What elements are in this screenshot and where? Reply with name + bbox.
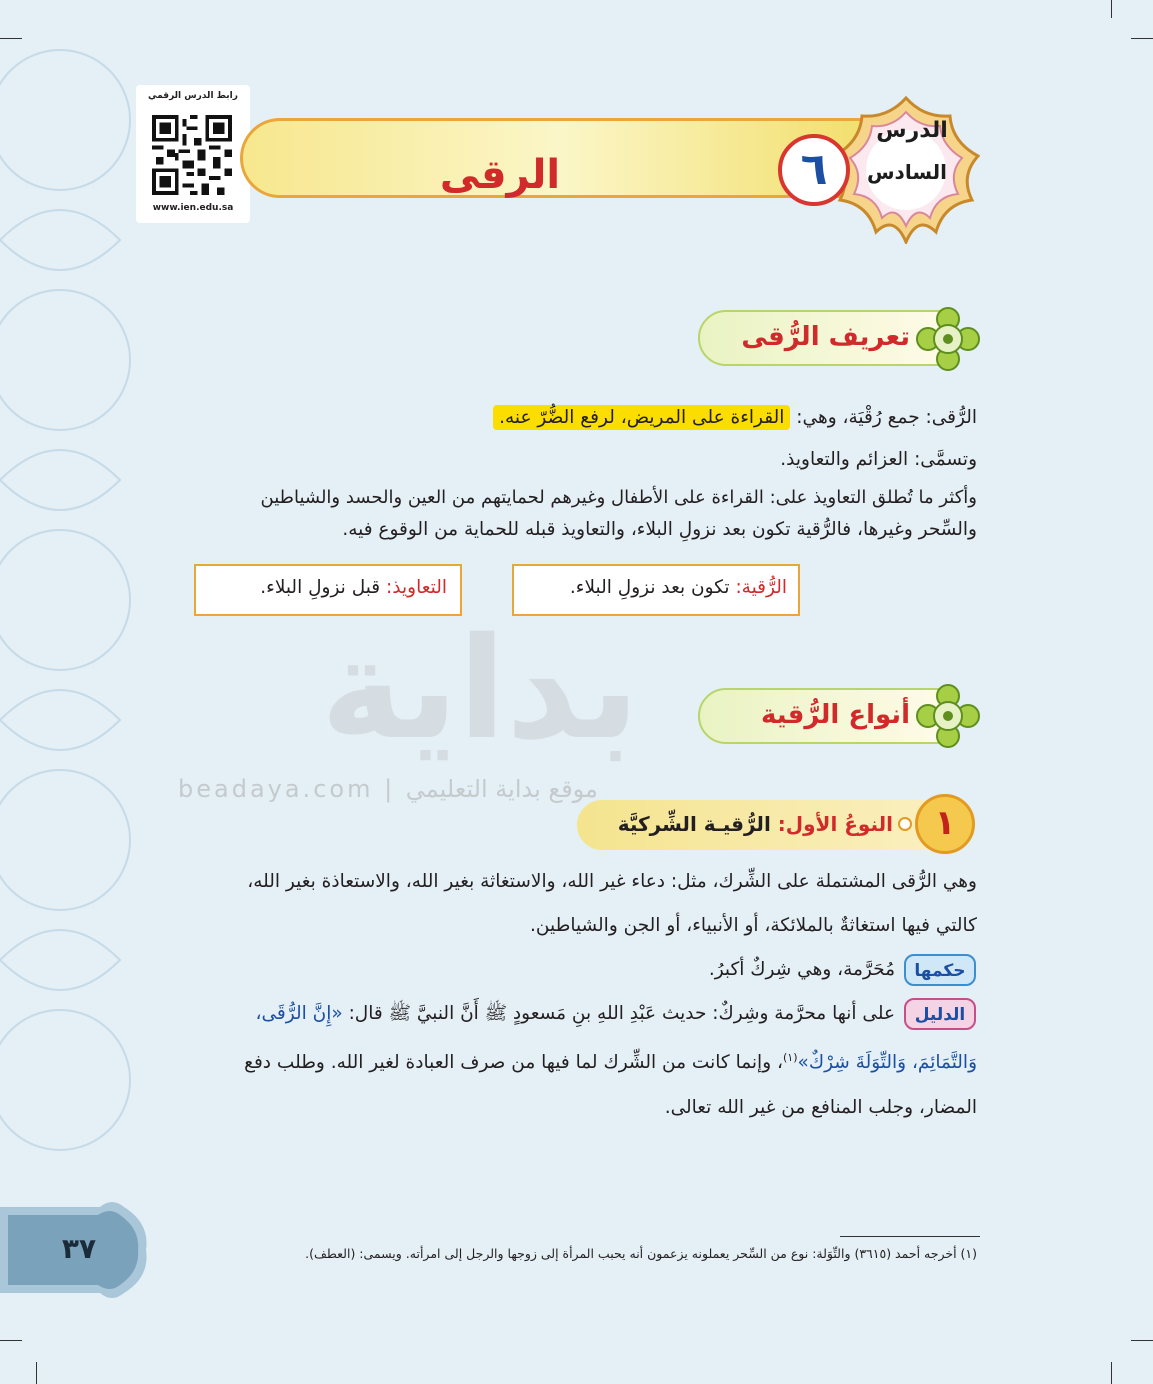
taweez-timing-value: قبل نزولِ البلاء. <box>260 577 381 598</box>
footnote: (١) أخرجه أحمد (٣٦١٥) والتِّوَلة: نوع من السِّحر يعملونه يزعمون أنه يحبب المرأة إلى زوجها والرجل إلى امرأته. ويسمى: (العطف). <box>305 1246 977 1261</box>
type-1-label: النوعُ الأول: <box>777 812 893 836</box>
type-1-heading <box>618 812 893 836</box>
crop-mark <box>1111 0 1112 18</box>
crop-mark <box>0 1340 22 1341</box>
qr-caption: رابط الدرس الرقمي <box>148 91 238 101</box>
taweez-timing-label: التعاويذ: <box>386 577 447 598</box>
evidence-line-1-text: على أنها محرَّمة وشِركٌ: حديث عَبْدِ اللهِ بنِ مَسعودٍ ﷺ أَنَّ النبيَّ ﷺ قال: <box>348 1003 895 1024</box>
type-1-title: الرُّقيـة الشِّركيَّة <box>617 812 771 836</box>
ruqya-timing-label: الرُّقية: <box>735 577 787 598</box>
ruqya-timing-value: تكون بعد نزولِ البلاء. <box>569 577 730 598</box>
flower-icon <box>916 684 980 748</box>
definition-line-1-prefix: الرُّقى: جمع رُقْيَة، وهي: <box>796 407 977 428</box>
flower-icon <box>916 307 980 371</box>
definition-line-4: والسِّحر وغيرها، فالرُّقية تكون بعد نزولِ البلاء، والتعاويذ قبله للحماية من الوقوع فيه. <box>342 519 977 540</box>
crop-mark <box>1111 1362 1112 1384</box>
qr-code-card[interactable] <box>136 85 250 223</box>
type-1-dot <box>898 817 912 831</box>
evidence-line-2-quote: وَالتَّمَائِمَ، وَالتِّوَلَةَ شِرْكٌ» <box>797 1052 977 1074</box>
crop-mark <box>1131 1340 1153 1341</box>
evidence-line-2-text: ، وإنما كانت من الشِّرك لما فيها من صرف العبادة لغير الله. وطلب دفع <box>244 1052 783 1074</box>
watermark-text: beadaya.com | موقع بداية التعليمي <box>178 775 598 803</box>
section-title-types: أنواع الرُّقية <box>761 700 910 730</box>
definition-line-1 <box>493 406 977 430</box>
section-title-definition: تعريف الرُّقى <box>741 322 910 352</box>
type-1-para-line-2: كالتي فيها استغاثةٌ بالملائكة، أو الأنبياء، أو الجن والشياطين. <box>530 915 977 936</box>
ruling-badge <box>904 954 976 986</box>
lesson-ordinal: السادس <box>866 160 948 184</box>
footnote-ref[interactable]: (١) <box>782 1051 798 1064</box>
evidence-line-2 <box>244 1046 977 1075</box>
type-1-number: ١ <box>915 794 975 854</box>
taweez-timing-text <box>260 577 447 598</box>
evidence-line-1-quote: «إِنَّ الرُّقَى، <box>255 1003 343 1024</box>
crop-mark <box>1131 38 1153 39</box>
lesson-number: ٦ <box>778 134 850 206</box>
qr-code-icon <box>152 115 232 195</box>
ruqya-timing-text <box>570 577 787 598</box>
watermark-logo: بداية <box>320 608 640 771</box>
ruling-text: مُحَرَّمة، وهي شِركٌ أكبرُ. <box>708 959 895 980</box>
crop-mark <box>0 38 22 39</box>
evidence-line-1 <box>256 1002 895 1026</box>
qr-url[interactable]: www.ien.edu.sa <box>152 203 234 213</box>
evidence-line-3: المضار، وجلب المنافع من غير الله تعالى. <box>664 1097 977 1118</box>
type-1-para-line-1: وهي الرُّقى المشتملة على الشِّرك، مثل: دعاء غير الله، والاستغاثة بغير الله، والاستعاذة بغير الله، <box>247 871 977 892</box>
ruling-badge-label: حكمها <box>914 961 966 981</box>
definition-highlight: القراءة على المريض، لرفع الضُّرّ عنه. <box>493 405 790 430</box>
footnote-divider <box>840 1236 980 1237</box>
page-number: ٣٧ <box>61 1232 97 1265</box>
definition-line-2: وتسمَّى: العزائم والتعاويذ. <box>780 449 977 470</box>
crop-mark <box>36 1362 37 1384</box>
lesson-label: الدرس <box>876 118 948 143</box>
evidence-badge <box>904 998 976 1030</box>
lesson-title: الرقى <box>439 152 561 198</box>
evidence-badge-label: الدليل <box>914 1005 966 1025</box>
definition-line-3: وأكثر ما تُطلق التعاويذ على: القراءة على الأطفال وغيرهم لحمايتهم من العين والحسد والشياطين <box>260 487 977 508</box>
